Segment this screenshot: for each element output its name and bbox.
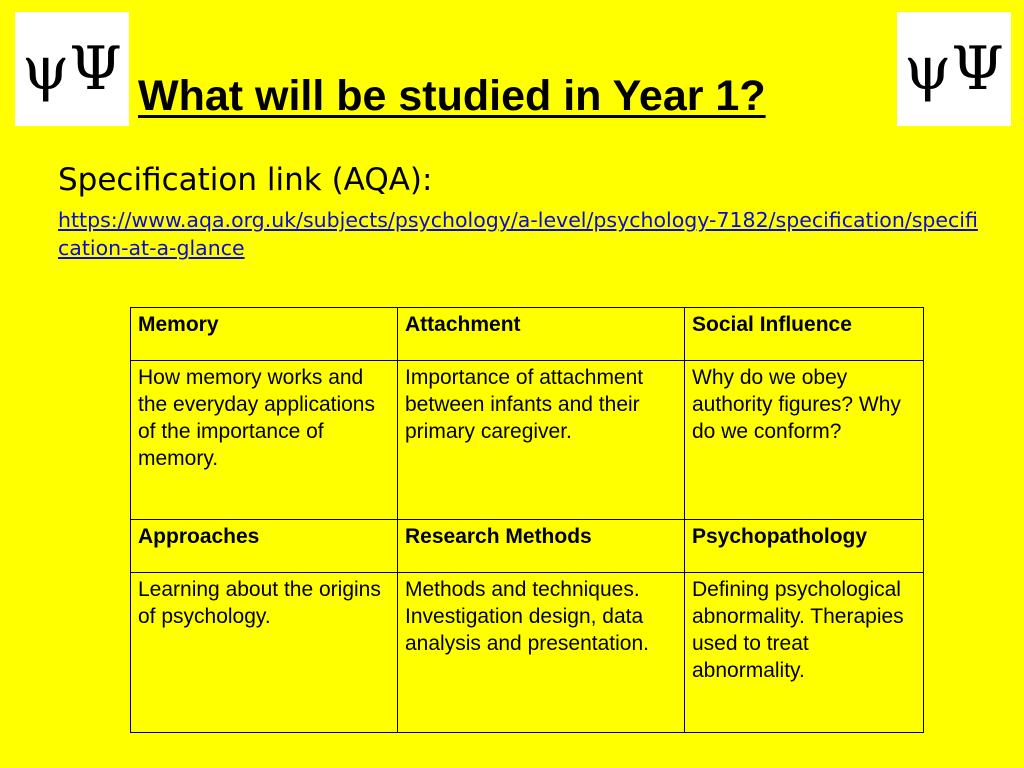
topic-description-social-influence: Why do we obey authority figures? Why do we conform? bbox=[685, 361, 924, 520]
table-row bbox=[131, 308, 924, 361]
topic-description-psychopathology: Defining psychological abnormality. Therapies used to treat abnormality. bbox=[685, 573, 924, 733]
topic-description-attachment: Importance of attachment between infants and their primary caregiver. bbox=[398, 361, 685, 520]
topic-description-memory: How memory works and the everyday applications of the importance of memory. bbox=[131, 361, 398, 520]
specification-label: Specification link (AQA): bbox=[58, 162, 433, 198]
psi-symbol-right: ψΨ bbox=[897, 12, 1011, 126]
topic-heading-memory: Memory bbox=[131, 308, 398, 361]
topic-description-approaches: Learning about the origins of psychology. bbox=[131, 573, 398, 733]
page-title: What will be studied in Year 1? bbox=[138, 72, 766, 120]
topic-heading-research-methods: Research Methods bbox=[398, 520, 685, 573]
topics-table bbox=[130, 307, 924, 733]
topic-description-research-methods: Methods and techniques. Investigation design, data analysis and presentation. bbox=[398, 573, 685, 733]
table-row bbox=[131, 573, 924, 733]
table-row bbox=[131, 361, 924, 520]
topic-heading-psychopathology: Psychopathology bbox=[685, 520, 924, 573]
psi-symbol-left: ψΨ bbox=[15, 12, 129, 126]
table-row bbox=[131, 520, 924, 573]
topic-heading-attachment: Attachment bbox=[398, 308, 685, 361]
topic-heading-approaches: Approaches bbox=[131, 520, 398, 573]
specification-link[interactable]: https://www.aqa.org.uk/subjects/psychology/a-level/psychology-7182/specification/specification-at-a-glance bbox=[58, 208, 978, 260]
topic-heading-social-influence: Social Influence bbox=[685, 308, 924, 361]
